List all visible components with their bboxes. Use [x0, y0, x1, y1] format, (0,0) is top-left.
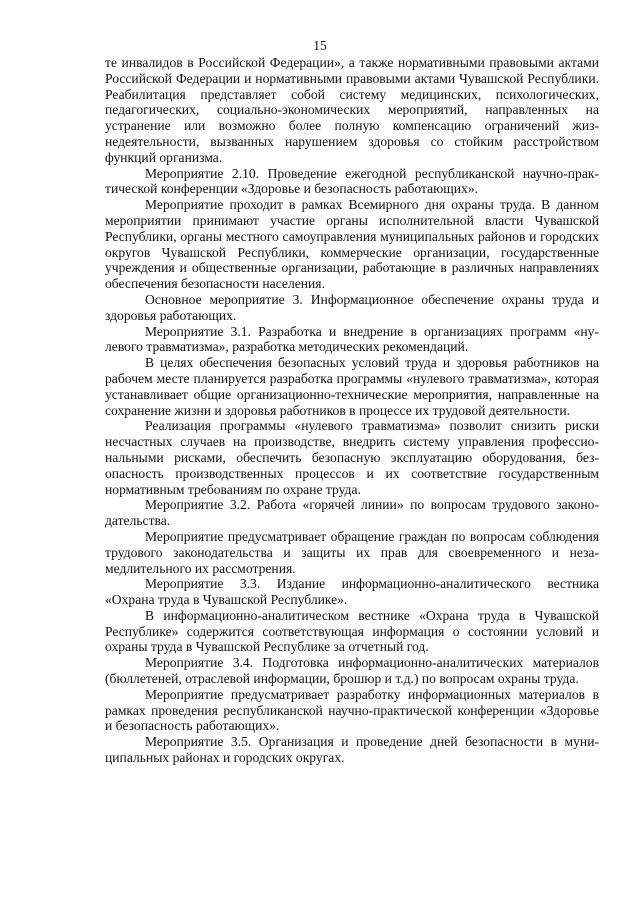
- paragraph: Мероприятие 2.10. Проведение ежегодной республиканской научно-практической конференции «Здоровье и безопасность работающих».: [105, 165, 599, 197]
- paragraph: Мероприятие 3.4. Подготовка информационно-аналитических материалов (бюллетеней, отраслевой информации, брошюр и т.д.) по вопросам охраны труда.: [105, 655, 599, 687]
- paragraph: Мероприятие проходит в рамках Всемирного дня охраны труда. В данном мероприятии принимают участие органы исполнительной власти Чувашской Республики, органы местного самоуправления муниципальных районов и городских округов Чувашской Республики, коммерческие организации, государственные учреждения и общественные организации, работающие в различных направлениях обеспечения безопасности населения.: [105, 197, 599, 292]
- paragraph: В информационно-аналитическом вестнике «Охрана труда в Чувашской Республике» содержится соответствующая информация о состоянии условий и охраны труда в Чувашской Республике за отчетный год.: [105, 607, 599, 655]
- paragraph: те инвалидов в Российской Федерации», а также нормативными правовыми актами Российской Федерации и нормативными правовыми актами Чувашской Республики. Реабилитация представляет собой систему медицинских, психологических, педагогических, социально-экономических мероприятий, направленных на устранение или возможно более полную компенсацию ограничений жизнедеятельности, вызванных нарушением здоровья со стойким расстройством функций организма.: [105, 55, 599, 165]
- paragraph: Мероприятие 3.3. Издание информационно-аналитического вестника «Охрана труда в Чувашской Республике».: [105, 576, 599, 608]
- paragraph: Основное мероприятие 3. Информационное обеспечение охраны труда и здоровья работающих.: [105, 291, 599, 323]
- document-body: [105, 55, 599, 766]
- page-number: 15: [313, 38, 327, 53]
- paragraph: В целях обеспечения безопасных условий труда и здоровья работников на рабочем месте планируется разработка программы «нулевого травматизма», которая устанавливает общие организационно-технические мероприятия, направленные на сохранение жизни и здоровья работников в процессе их трудовой деятельности.: [105, 355, 599, 418]
- paragraph: Мероприятие предусматривает обращение граждан по вопросам соблюдения трудового законодательства и защиты их прав для своевременного и незамедлительного их рассмотрения.: [105, 528, 599, 576]
- paragraph: Мероприятие предусматривает разработку информационных материалов в рамках проведения республиканской научно-практической конференции «Здоровье и безопасность работающих».: [105, 686, 599, 734]
- paragraph: Мероприятие 3.1. Разработка и внедрение в организациях программ «нулевого травматизма», разработка методических рекомендаций.: [105, 323, 599, 355]
- paragraph: Реализация программы «нулевого травматизма» позволит снизить риски несчастных случаев на производстве, внедрить систему управления профессиональными рисками, обеспечить безопасную эксплуатацию оборудования, безопасность производственных процессов и их соответствие государственным нормативным требованиям по охране труда.: [105, 418, 599, 497]
- paragraph: Мероприятие 3.2. Работа «горячей линии» по вопросам трудового законодательства.: [105, 497, 599, 529]
- paragraph: Мероприятие 3.5. Организация и проведение дней безопасности в муниципальных районах и городских округах.: [105, 734, 599, 766]
